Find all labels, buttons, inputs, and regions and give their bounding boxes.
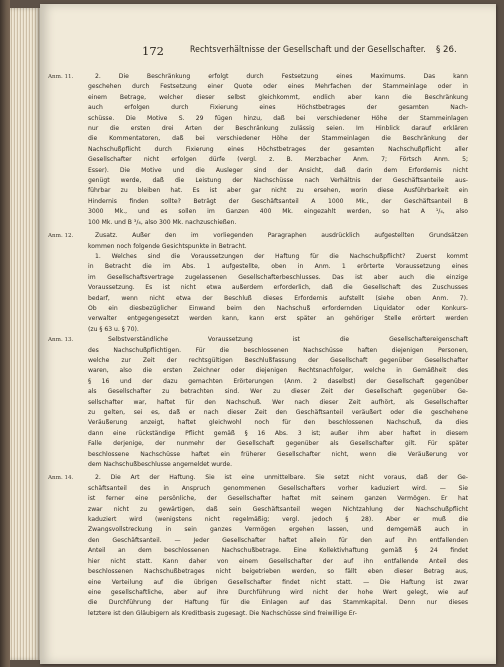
- text-line: letztere ist den Gläubigern als Kreditbasis zugesagt. Die Nachschüsse sind freiwillige Er-: [88, 609, 357, 617]
- running-title: Rechtsverhältnisse der Gesellschaft und der Gesellschafter.: [190, 45, 426, 55]
- margin-note-11: Anm. 11.: [48, 74, 74, 80]
- text-line: waren, also die ersten Zeichner oder diejenigen Rechtsnachfolger, welche in Gemäßheit des: [88, 367, 468, 375]
- text-line: die Kommentatoren, daß bei verschiedener Höhe der Stammeinlagen die Beschränkung der: [88, 135, 468, 143]
- text-line: Hindernis finden sollte? Beträgt der Geschäftsanteil A 1000 Mk., der Geschäftsanteil B: [88, 197, 468, 205]
- text-line: Ob ein diesbezüglicher Einwand beim den Nachschuß erfordernden Liquidator oder Konkurs-: [88, 304, 468, 312]
- text-line: im Gesellschaftsvertrage zugelassenen Gesellschafterbeschlusses. Das ist aber auch die einzige: [88, 273, 468, 281]
- margin-note-13: Anm. 13.: [48, 337, 74, 344]
- page-number: 172: [142, 44, 164, 58]
- text-line: Anteil an dem beschlossenen Nachschußbetrage. Eine Kollektivhaftung gemäß § 24 findet: [88, 547, 468, 555]
- text-line: dem Nachschußbeschlusse angemeldet wurde.: [88, 461, 233, 469]
- text-line: dann eine rückständige Pflicht gemäß § 16 Abs. 3 ist; außer ihm aber haftet in diesem: [88, 429, 468, 437]
- book-spine: [0, 0, 10, 667]
- text-line: Zwangsvollstreckung in sein ganzes Vermögen ergehen lassen, und demgemäß auch in: [88, 526, 468, 534]
- text-line: (zu § 63 u. § 70).: [88, 325, 139, 333]
- section-number: § 26.: [436, 45, 457, 55]
- text-line: schäftsanteil des in Anspruch genommenen Gesellschafters vorher kaduziert wird. — Sie: [88, 484, 468, 492]
- text-line: beschlossene Nachschüsse haftet ein früherer Gesellschafter nicht, wenn die Veräußerung vor: [88, 450, 468, 458]
- text-line: die Durchführung der Haftung für die Einlagen auf das Stammkapital. Denn nur dieses: [88, 599, 468, 607]
- paragraph-prerequisites: [88, 252, 468, 335]
- text-line: einem Betrage, welcher dieser selbst gleichkommt, endlich aber kann die Beschränkung: [88, 93, 468, 101]
- book-page: [40, 4, 496, 664]
- text-line: des Nachschußpflichtigen. Für die beschlossenen Nachschüsse haften diejenigen Personen,: [88, 346, 468, 354]
- text-line: den Geschäftsanteil. — Jeder Gesellschafter haftet allein für den auf ihn entfallenden: [88, 536, 468, 544]
- paragraph-limitation: [48, 72, 468, 228]
- text-line: genügt werde, daß die Leistung der Nachschüsse nach Verhältnis der Geschäftsanteile aus-: [88, 177, 468, 185]
- text-line: 2. Die Beschränkung erfolgt durch Festsetzung eines Maximums. Das kann: [95, 73, 468, 80]
- text-line: kommen noch folgende Gesichtspunkte in Betracht.: [88, 242, 247, 250]
- text-line: kaduziert wird (wenigstens nicht regelmäßig; vergl. jedoch § 28). Aber er muß die: [88, 516, 468, 524]
- text-line: 2. Die Art der Haftung. Sie ist eine unmittelbare. Sie setzt nicht voraus, daß der Ge-: [95, 474, 468, 482]
- text-line: Gesellschafter nicht erfolgen dürfe (vergl. z. B. Merzbacher Anm. 7; Förtsch Anm. 5;: [88, 156, 468, 164]
- page-body: [48, 72, 468, 632]
- paragraph-liability-type: [48, 473, 468, 619]
- text-line: 100 Mk. und B ³/₄, also 300 Mk. nachzuschießen.: [88, 218, 237, 226]
- text-line: auch erfolgen durch Fixierung eines Höchstbetrages der gesamten Nach-: [88, 104, 468, 112]
- text-line: § 16 und der dazu gemachten Erörterungen (Anm. 2 daselbst) der Gesellschaft gegenüber: [88, 377, 468, 385]
- text-line: zwar nicht zu gewärtigen, daß sein Geschäftsanteil wegen Nichtzahlung der Nachschußpflicht: [88, 505, 468, 513]
- text-line: verwalter entgegengesetzt werden kann, kann erst später an gehöriger Stelle erörtert werden: [88, 315, 468, 323]
- text-line: geschehen durch Festsetzung einer Quote oder eines Mehrfachen der Stammeinlage oder in: [88, 83, 468, 91]
- text-line: 3000 Mk., und es sollen im Ganzen 400 Mk. eingezahlt werden, so hat A ¹/₄, also: [88, 208, 468, 216]
- text-line: Nachschußpflicht durch Fixierung eines Höchstbetrages der gesamten Nachschußpflicht aller: [88, 145, 468, 153]
- text-line: zu gelten, sei es, daß er nach dieser Zeit den Geschäftsanteil veräußert oder die geschehene: [88, 409, 468, 416]
- page-edges: [10, 8, 40, 660]
- text-line: Zusatz. Außer den im vorliegenden Paragraphen ausdrücklich aufgestellten Grundsätzen: [95, 232, 468, 240]
- text-line: eine Verteilung auf die übrigen Gesellschafter findet nicht statt. — Die Haftung ist zwar: [88, 578, 468, 586]
- text-line: hier nicht statt. Kann daher von einem Gesellschafter der auf ihn entfallende Anteil des: [88, 557, 468, 565]
- text-line: ist ferner eine persönliche, der Gesellschafter haftet mit seinem ganzen Vermögen. Er hat: [88, 495, 468, 503]
- text-line: sellschafter war, haftet für den Nachschuß. Wer nach dieser Zeit aufhört, als Gesellschafter: [88, 398, 468, 406]
- text-line: schüsse. Die Motive S. 29 fügen hinzu, daß bei verschiedener Höhe der Stammeinlagen: [88, 114, 468, 122]
- text-line: eine gesellschaftliche, aber auf ihre Durchführung wird nicht der hohe Wert gelegt, wie auf: [88, 588, 468, 596]
- text-line: beschlossenen Nachschußbetrages nicht beigetrieben werden, so fällt eben dieser Betrag aus,: [88, 568, 468, 576]
- text-line: Veräußerung anzeigt, haftet gleichwohl noch für den beschlossenen Nachschuß, da dies: [88, 419, 468, 427]
- margin-note-12: Anm. 12.: [48, 233, 74, 240]
- paragraph-shareholder-status: [48, 335, 468, 470]
- text-line: als Gesellschafter zu betrachten sind. Wer zu dieser Zeit der Gesellschaft gegenüber Ge-: [88, 388, 468, 396]
- text-line: führbar zu bleiben hat. Es ist aber gar nicht zu ersehen, worin diese Ausführbarkeit ein: [88, 187, 468, 195]
- margin-note-14: Anm. 14.: [48, 475, 74, 482]
- text-line: Selbstverständliche Voraussetzung ist die Gesellschaftereigenschaft: [108, 336, 468, 344]
- text-line: in Betracht die im Abs. 1 aufgestellte, oben in Anm. 1 erörterte Voraussetzung eines: [88, 263, 468, 271]
- text-line: Esser). Die Motive und die Ausleger sind der Ansicht, daß darin dem Erfordernis nicht: [88, 166, 468, 174]
- paragraph-addendum: [48, 231, 468, 252]
- text-line: 1. Welches sind die Voraussetzungen der Haftung für die Nachschußpflicht? Zuerst kommt: [95, 252, 468, 260]
- running-header: [40, 44, 496, 58]
- text-line: welche zur Zeit der rechtsgültigen Beschlußfassung der Gesellschaft gegenüber Gesellschafter: [88, 356, 468, 364]
- text-line: nur die ersten drei Arten der Beschränkung zulässig seien. Im Hinblick darauf erklären: [88, 125, 468, 133]
- text-line: Falle derjenige, der nunmehr der Gesellschaft gegenüber als Gesellschafter gilt. Für später: [88, 440, 468, 448]
- text-line: Voraussetzung. Es ist nicht etwa außerdem erforderlich, daß die Gesellschaft des Zuschusses: [88, 284, 468, 292]
- text-line: bedarf, wenn nicht etwa der Beschluß dieses Erfordernis aufstellt (siehe oben Anm. 7).: [88, 294, 468, 302]
